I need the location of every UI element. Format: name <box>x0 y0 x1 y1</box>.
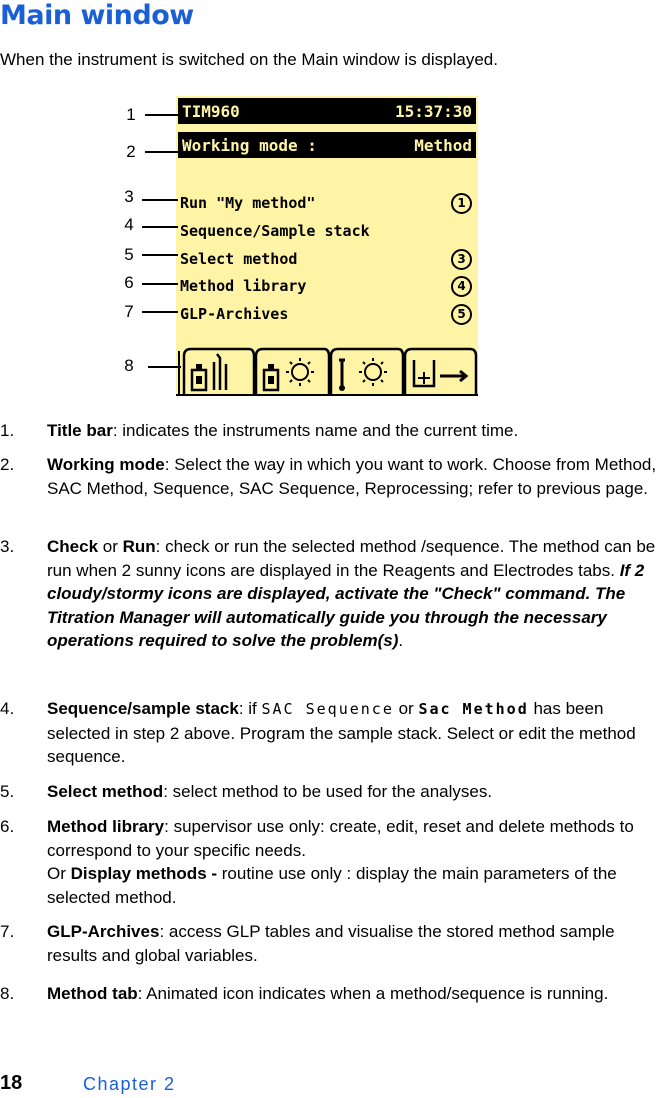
item-text: routine use only : display the main parameters of the selected method. <box>47 864 617 907</box>
code-text: Sac Method <box>418 700 529 718</box>
key-1-icon: 1 <box>451 193 472 214</box>
list-item <box>0 815 665 909</box>
item-text: has been selected in step 2 above. Program the sample stack. Select or edit the method sequence. <box>47 699 636 766</box>
item-text: or <box>393 699 419 718</box>
electrodes-sunny-icon[interactable] <box>331 349 403 394</box>
working-mode-label: Working mode : <box>182 135 317 155</box>
leader-line <box>142 199 178 201</box>
item-text: or <box>98 537 123 556</box>
callout-2: 2 <box>126 142 136 161</box>
menu-item-label: GLP-Archives <box>180 305 289 323</box>
warning-text: If 2 cloudy/stormy icons are displayed, activate the "Check" command. The Titration Manager will automatically guide you through the necessary operations required to solve the problem(s) <box>47 560 645 650</box>
callout-4: 4 <box>124 215 134 234</box>
leader-line <box>142 283 178 285</box>
tab-strip <box>176 346 478 396</box>
callout-7: 7 <box>124 302 134 321</box>
clock: 15:37:30 <box>394 101 472 121</box>
leader-line <box>148 366 181 368</box>
title-bar <box>178 98 476 124</box>
item-term: Sequence/sample stack <box>47 699 239 718</box>
menu-sequence-sample-stack[interactable] <box>180 218 474 244</box>
item-text: Or <box>47 864 71 883</box>
callout-1: 1 <box>126 105 136 124</box>
item-text: : Select the way in which you want to work. Choose from Method, SAC Method, Sequence, SAC Sequence, Reprocessing; refer to previous page. <box>47 455 657 498</box>
item-text: : access GLP tables and visualise the stored method sample results and global variables. <box>47 922 615 965</box>
callout-3: 3 <box>124 187 134 206</box>
list-item <box>0 982 665 1006</box>
method-tab-icon[interactable] <box>184 349 254 394</box>
list-item <box>0 453 665 500</box>
item-number: 1. <box>0 421 15 440</box>
leader-line <box>145 151 178 153</box>
item-text: : select method to be used for the analyses. <box>163 782 493 801</box>
item-number: 5. <box>0 782 15 801</box>
item-term: Display methods - <box>70 864 218 883</box>
menu-item-label: Method library <box>180 277 307 295</box>
item-number: 4. <box>0 699 15 718</box>
item-text: : supervisor use only: create, edit, reset and delete methods to correspond to your specific needs. <box>47 817 634 860</box>
callout-5: 5 <box>124 245 134 264</box>
item-term: Run <box>122 537 156 556</box>
key-5-icon: 5 <box>451 304 472 325</box>
menu-run-method[interactable] <box>180 190 474 216</box>
menu-item-label: Select method <box>180 250 298 268</box>
item-number: 7. <box>0 922 15 941</box>
item-number: 6. <box>0 817 15 836</box>
list-item <box>0 780 665 804</box>
leader-line <box>142 311 178 313</box>
callout-8: 8 <box>124 356 134 375</box>
menu-select-method[interactable] <box>180 246 474 272</box>
leader-line <box>142 226 178 228</box>
page-title: Main window <box>0 0 194 31</box>
item-text: : indicates the instruments name and the current time. <box>112 421 519 440</box>
item-number: 8. <box>0 984 15 1003</box>
item-term: Select method <box>47 782 164 801</box>
list-item <box>0 697 665 769</box>
menu-item-label: Sequence/Sample stack <box>180 222 370 240</box>
reagents-sunny-icon[interactable] <box>256 349 329 394</box>
item-term: Working mode <box>47 455 165 474</box>
key-3-icon: 3 <box>451 249 472 270</box>
callout-6: 6 <box>124 273 134 292</box>
item-text: : check or run the selected method /sequence. The method can be run when 2 sunny icons are displayed in the Reagents and Electrodes tabs. <box>47 537 656 580</box>
item-term: Check <box>47 537 99 556</box>
device-screen <box>176 96 478 396</box>
item-number: 3. <box>0 537 15 556</box>
list-item <box>0 920 665 967</box>
menu-method-library[interactable] <box>180 273 474 299</box>
working-mode-bar[interactable] <box>178 132 476 158</box>
item-term: GLP-Archives <box>47 922 160 941</box>
code-text: SAC Sequence <box>261 700 394 718</box>
key-4-icon: 4 <box>451 276 472 297</box>
chapter-label: Chapter 2 <box>83 1074 176 1094</box>
item-text: : if <box>238 699 262 718</box>
beaker-tab-icon[interactable] <box>405 349 476 394</box>
leader-line <box>145 114 178 116</box>
item-number: 2. <box>0 455 15 474</box>
item-term: Method tab <box>47 984 138 1003</box>
item-term: Title bar <box>47 421 113 440</box>
item-text: : Animated icon indicates when a method/sequence is running. <box>137 984 609 1003</box>
intro-text: When the instrument is switched on the Main window is displayed. <box>0 50 498 69</box>
menu-item-label: Run "My method" <box>180 194 316 212</box>
item-text: . <box>398 631 404 650</box>
page-number: 18 <box>0 1072 23 1094</box>
working-mode-value: Method <box>414 135 472 155</box>
instrument-name: TIM960 <box>182 101 240 121</box>
menu-glp-archives[interactable] <box>180 301 474 327</box>
list-item <box>0 535 665 653</box>
list-item <box>0 419 665 443</box>
item-term: Method library <box>47 817 165 836</box>
leader-line <box>142 254 178 256</box>
